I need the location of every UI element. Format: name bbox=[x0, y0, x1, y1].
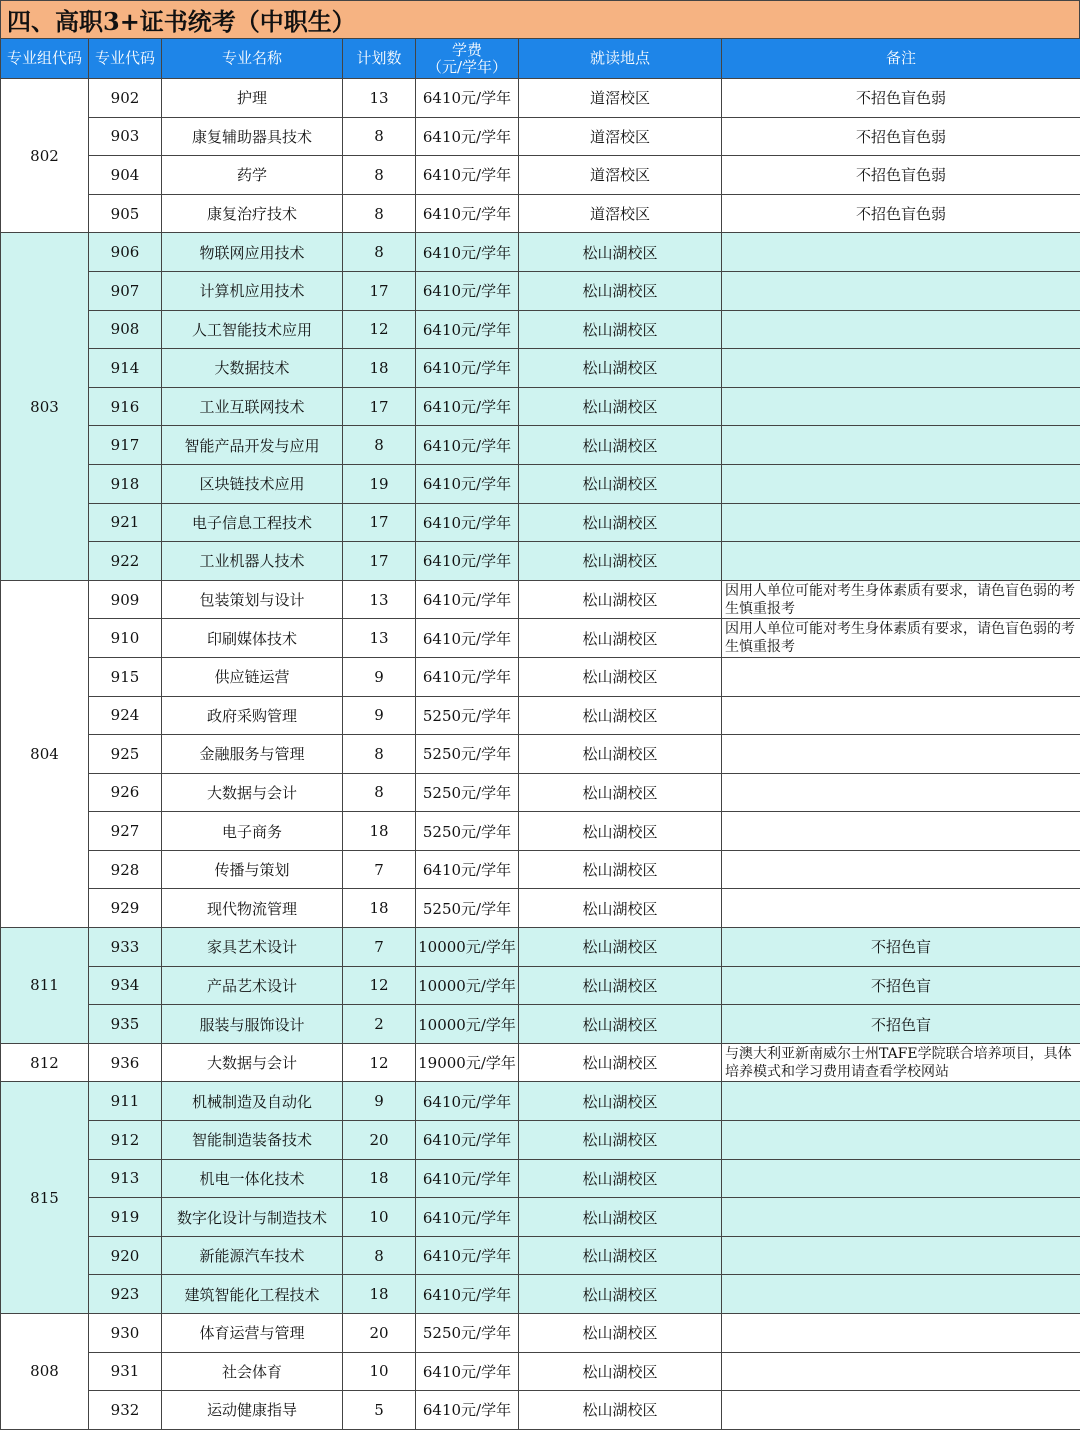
plan-cell: 13 bbox=[343, 619, 416, 658]
plan-cell: 13 bbox=[343, 79, 416, 118]
fee-cell: 6410元/学年 bbox=[416, 156, 519, 195]
fee-cell: 6410元/学年 bbox=[416, 1236, 519, 1275]
location-cell: 松山湖校区 bbox=[519, 773, 722, 812]
fee-cell: 6410元/学年 bbox=[416, 850, 519, 889]
major-code-cell: 910 bbox=[89, 619, 162, 658]
major-code-cell: 915 bbox=[89, 657, 162, 696]
remark-cell bbox=[722, 233, 1080, 272]
plan-cell: 8 bbox=[343, 156, 416, 195]
fee-cell: 6410元/学年 bbox=[416, 233, 519, 272]
major-code-cell: 902 bbox=[89, 79, 162, 118]
fee-cell: 6410元/学年 bbox=[416, 580, 519, 619]
col-header-plan: 计划数 bbox=[343, 39, 416, 79]
table-row bbox=[1, 1005, 1080, 1044]
location-cell: 松山湖校区 bbox=[519, 696, 722, 735]
major-name-cell: 智能产品开发与应用 bbox=[162, 426, 343, 465]
fee-cell: 5250元/学年 bbox=[416, 812, 519, 851]
location-cell: 松山湖校区 bbox=[519, 1005, 722, 1044]
major-name-cell: 金融服务与管理 bbox=[162, 735, 343, 774]
fee-cell: 6410元/学年 bbox=[416, 310, 519, 349]
remark-cell: 不招色盲色弱 bbox=[722, 194, 1080, 233]
fee-cell: 5250元/学年 bbox=[416, 773, 519, 812]
location-cell: 松山湖校区 bbox=[519, 1198, 722, 1237]
major-code-cell: 920 bbox=[89, 1236, 162, 1275]
major-code-cell: 918 bbox=[89, 464, 162, 503]
table-row bbox=[1, 1275, 1080, 1314]
group-code-cell: 815 bbox=[1, 1082, 89, 1314]
major-code-cell: 934 bbox=[89, 966, 162, 1005]
major-name-cell: 电子信息工程技术 bbox=[162, 503, 343, 542]
location-cell: 松山湖校区 bbox=[519, 1236, 722, 1275]
remark-cell bbox=[722, 812, 1080, 851]
major-code-cell: 928 bbox=[89, 850, 162, 889]
table-row bbox=[1, 696, 1080, 735]
table-row bbox=[1, 1391, 1080, 1430]
plan-cell: 8 bbox=[343, 233, 416, 272]
plan-cell: 2 bbox=[343, 1005, 416, 1044]
plan-cell: 9 bbox=[343, 657, 416, 696]
fee-cell: 10000元/学年 bbox=[416, 1005, 519, 1044]
remark-cell bbox=[722, 1159, 1080, 1198]
fee-cell: 6410元/学年 bbox=[416, 79, 519, 118]
major-code-cell: 905 bbox=[89, 194, 162, 233]
plan-cell: 12 bbox=[343, 966, 416, 1005]
plan-cell: 17 bbox=[343, 387, 416, 426]
location-cell: 松山湖校区 bbox=[519, 1121, 722, 1160]
major-code-cell: 913 bbox=[89, 1159, 162, 1198]
remark-cell: 不招色盲色弱 bbox=[722, 79, 1080, 118]
remark-cell bbox=[722, 1275, 1080, 1314]
major-code-cell: 904 bbox=[89, 156, 162, 195]
plan-cell: 8 bbox=[343, 426, 416, 465]
major-name-cell: 产品艺术设计 bbox=[162, 966, 343, 1005]
remark-cell bbox=[722, 850, 1080, 889]
remark-cell bbox=[722, 271, 1080, 310]
plan-cell: 9 bbox=[343, 696, 416, 735]
major-code-cell: 930 bbox=[89, 1314, 162, 1353]
major-name-cell: 体育运营与管理 bbox=[162, 1314, 343, 1353]
fee-cell: 6410元/学年 bbox=[416, 1121, 519, 1160]
table-row bbox=[1, 156, 1080, 195]
fee-cell: 6410元/学年 bbox=[416, 117, 519, 156]
major-code-cell: 903 bbox=[89, 117, 162, 156]
plan-cell: 5 bbox=[343, 1391, 416, 1430]
major-code-cell: 925 bbox=[89, 735, 162, 774]
fee-cell: 19000元/学年 bbox=[416, 1043, 519, 1082]
group-code-cell: 811 bbox=[1, 928, 89, 1044]
plan-cell: 20 bbox=[343, 1121, 416, 1160]
major-name-cell: 家具艺术设计 bbox=[162, 928, 343, 967]
col-header-remark: 备注 bbox=[722, 39, 1080, 79]
major-name-cell: 建筑智能化工程技术 bbox=[162, 1275, 343, 1314]
table-row bbox=[1, 79, 1080, 118]
table-row bbox=[1, 1314, 1080, 1353]
major-code-cell: 932 bbox=[89, 1391, 162, 1430]
remark-cell: 不招色盲 bbox=[722, 966, 1080, 1005]
table-body bbox=[1, 79, 1080, 1430]
plan-cell: 7 bbox=[343, 928, 416, 967]
remark-cell bbox=[722, 464, 1080, 503]
location-cell: 松山湖校区 bbox=[519, 233, 722, 272]
plan-cell: 9 bbox=[343, 1082, 416, 1121]
location-cell: 松山湖校区 bbox=[519, 542, 722, 581]
remark-cell bbox=[722, 1352, 1080, 1391]
major-name-cell: 工业机器人技术 bbox=[162, 542, 343, 581]
major-name-cell: 电子商务 bbox=[162, 812, 343, 851]
group-code-cell: 802 bbox=[1, 79, 89, 233]
table-row bbox=[1, 735, 1080, 774]
table-row bbox=[1, 1159, 1080, 1198]
table-row bbox=[1, 657, 1080, 696]
major-code-cell: 907 bbox=[89, 271, 162, 310]
fee-cell: 5250元/学年 bbox=[416, 735, 519, 774]
remark-cell bbox=[722, 387, 1080, 426]
fee-cell: 6410元/学年 bbox=[416, 1159, 519, 1198]
fee-cell: 6410元/学年 bbox=[416, 619, 519, 658]
plan-cell: 19 bbox=[343, 464, 416, 503]
table-row bbox=[1, 619, 1080, 658]
major-name-cell: 传播与策划 bbox=[162, 850, 343, 889]
remark-cell bbox=[722, 1121, 1080, 1160]
plan-cell: 17 bbox=[343, 271, 416, 310]
major-code-cell: 908 bbox=[89, 310, 162, 349]
plan-cell: 17 bbox=[343, 503, 416, 542]
major-name-cell: 计算机应用技术 bbox=[162, 271, 343, 310]
location-cell: 道滘校区 bbox=[519, 117, 722, 156]
table-row bbox=[1, 1043, 1080, 1082]
table-row bbox=[1, 1236, 1080, 1275]
table-row bbox=[1, 194, 1080, 233]
major-code-cell: 929 bbox=[89, 889, 162, 928]
major-name-cell: 区块链技术应用 bbox=[162, 464, 343, 503]
remark-cell bbox=[722, 1391, 1080, 1430]
location-cell: 松山湖校区 bbox=[519, 850, 722, 889]
table-row bbox=[1, 928, 1080, 967]
location-cell: 松山湖校区 bbox=[519, 966, 722, 1005]
table-row bbox=[1, 310, 1080, 349]
fee-cell: 10000元/学年 bbox=[416, 928, 519, 967]
remark-cell: 因用人单位可能对考生身体素质有要求，请色盲色弱的考生慎重报考 bbox=[722, 619, 1080, 658]
major-code-cell: 923 bbox=[89, 1275, 162, 1314]
fee-cell: 6410元/学年 bbox=[416, 657, 519, 696]
remark-cell bbox=[722, 773, 1080, 812]
remark-cell: 不招色盲色弱 bbox=[722, 117, 1080, 156]
location-cell: 松山湖校区 bbox=[519, 580, 722, 619]
remark-cell bbox=[722, 349, 1080, 388]
fee-cell: 5250元/学年 bbox=[416, 889, 519, 928]
location-cell: 道滘校区 bbox=[519, 194, 722, 233]
major-code-cell: 916 bbox=[89, 387, 162, 426]
major-name-cell: 数字化设计与制造技术 bbox=[162, 1198, 343, 1237]
remark-cell: 不招色盲色弱 bbox=[722, 156, 1080, 195]
table-row bbox=[1, 1352, 1080, 1391]
fee-cell: 10000元/学年 bbox=[416, 966, 519, 1005]
fee-cell: 6410元/学年 bbox=[416, 194, 519, 233]
fee-cell: 6410元/学年 bbox=[416, 1082, 519, 1121]
location-cell: 松山湖校区 bbox=[519, 1275, 722, 1314]
major-name-cell: 护理 bbox=[162, 79, 343, 118]
table-row bbox=[1, 1198, 1080, 1237]
location-cell: 松山湖校区 bbox=[519, 271, 722, 310]
plan-cell: 18 bbox=[343, 1159, 416, 1198]
table-row bbox=[1, 812, 1080, 851]
plan-cell: 18 bbox=[343, 349, 416, 388]
location-cell: 松山湖校区 bbox=[519, 619, 722, 658]
group-code-cell: 804 bbox=[1, 580, 89, 927]
col-header-group-code: 专业组代码 bbox=[1, 39, 89, 79]
location-cell: 松山湖校区 bbox=[519, 812, 722, 851]
col-header-major-name: 专业名称 bbox=[162, 39, 343, 79]
remark-cell: 因用人单位可能对考生身体素质有要求，请色盲色弱的考生慎重报考 bbox=[722, 580, 1080, 619]
major-code-cell: 917 bbox=[89, 426, 162, 465]
location-cell: 松山湖校区 bbox=[519, 889, 722, 928]
admissions-table bbox=[0, 38, 1080, 1430]
location-cell: 松山湖校区 bbox=[519, 464, 722, 503]
major-code-cell: 935 bbox=[89, 1005, 162, 1044]
major-name-cell: 运动健康指导 bbox=[162, 1391, 343, 1430]
location-cell: 松山湖校区 bbox=[519, 1082, 722, 1121]
remark-cell bbox=[722, 657, 1080, 696]
major-code-cell: 912 bbox=[89, 1121, 162, 1160]
major-name-cell: 智能制造装备技术 bbox=[162, 1121, 343, 1160]
plan-cell: 8 bbox=[343, 1236, 416, 1275]
fee-cell: 6410元/学年 bbox=[416, 464, 519, 503]
remark-cell bbox=[722, 696, 1080, 735]
major-name-cell: 包装策划与设计 bbox=[162, 580, 343, 619]
table-row bbox=[1, 1121, 1080, 1160]
remark-cell bbox=[722, 503, 1080, 542]
fee-cell: 6410元/学年 bbox=[416, 1198, 519, 1237]
major-code-cell: 933 bbox=[89, 928, 162, 967]
table-row bbox=[1, 580, 1080, 619]
location-cell: 松山湖校区 bbox=[519, 1159, 722, 1198]
plan-cell: 8 bbox=[343, 773, 416, 812]
plan-cell: 20 bbox=[343, 1314, 416, 1353]
major-code-cell: 924 bbox=[89, 696, 162, 735]
location-cell: 松山湖校区 bbox=[519, 657, 722, 696]
fee-cell: 6410元/学年 bbox=[416, 503, 519, 542]
major-code-cell: 931 bbox=[89, 1352, 162, 1391]
fee-cell: 6410元/学年 bbox=[416, 1275, 519, 1314]
fee-cell: 6410元/学年 bbox=[416, 426, 519, 465]
location-cell: 松山湖校区 bbox=[519, 1314, 722, 1353]
major-name-cell: 现代物流管理 bbox=[162, 889, 343, 928]
plan-cell: 12 bbox=[343, 1043, 416, 1082]
fee-cell: 5250元/学年 bbox=[416, 1314, 519, 1353]
plan-cell: 8 bbox=[343, 194, 416, 233]
location-cell: 松山湖校区 bbox=[519, 1043, 722, 1082]
table-row bbox=[1, 1082, 1080, 1121]
table-row bbox=[1, 387, 1080, 426]
fee-cell: 6410元/学年 bbox=[416, 1352, 519, 1391]
plan-cell: 18 bbox=[343, 1275, 416, 1314]
major-name-cell: 机电一体化技术 bbox=[162, 1159, 343, 1198]
table-row bbox=[1, 117, 1080, 156]
table-row bbox=[1, 271, 1080, 310]
location-cell: 松山湖校区 bbox=[519, 503, 722, 542]
remark-cell bbox=[722, 1314, 1080, 1353]
major-code-cell: 909 bbox=[89, 580, 162, 619]
group-code-cell: 812 bbox=[1, 1043, 89, 1082]
location-cell: 松山湖校区 bbox=[519, 928, 722, 967]
plan-cell: 8 bbox=[343, 117, 416, 156]
major-name-cell: 服装与服饰设计 bbox=[162, 1005, 343, 1044]
table-header bbox=[1, 39, 1080, 79]
group-code-cell: 803 bbox=[1, 233, 89, 580]
major-name-cell: 大数据与会计 bbox=[162, 1043, 343, 1082]
location-cell: 松山湖校区 bbox=[519, 1352, 722, 1391]
plan-cell: 12 bbox=[343, 310, 416, 349]
fee-cell: 6410元/学年 bbox=[416, 349, 519, 388]
remark-cell bbox=[722, 426, 1080, 465]
remark-cell bbox=[722, 542, 1080, 581]
major-name-cell: 机械制造及自动化 bbox=[162, 1082, 343, 1121]
major-name-cell: 供应链运营 bbox=[162, 657, 343, 696]
major-name-cell: 大数据与会计 bbox=[162, 773, 343, 812]
col-header-fee bbox=[416, 39, 519, 79]
major-name-cell: 物联网应用技术 bbox=[162, 233, 343, 272]
col-header-major-code: 专业代码 bbox=[89, 39, 162, 79]
plan-cell: 8 bbox=[343, 735, 416, 774]
remark-cell: 不招色盲 bbox=[722, 1005, 1080, 1044]
fee-cell: 6410元/学年 bbox=[416, 1391, 519, 1430]
remark-cell bbox=[722, 1236, 1080, 1275]
location-cell: 松山湖校区 bbox=[519, 735, 722, 774]
table-row bbox=[1, 966, 1080, 1005]
fee-cell: 6410元/学年 bbox=[416, 271, 519, 310]
plan-cell: 18 bbox=[343, 812, 416, 851]
fee-cell: 6410元/学年 bbox=[416, 387, 519, 426]
table-row bbox=[1, 773, 1080, 812]
major-name-cell: 印刷媒体技术 bbox=[162, 619, 343, 658]
major-name-cell: 大数据技术 bbox=[162, 349, 343, 388]
remark-cell bbox=[722, 1082, 1080, 1121]
page-title: 四、高职3+证书统考（中职生） bbox=[0, 0, 1080, 38]
major-code-cell: 919 bbox=[89, 1198, 162, 1237]
table-row bbox=[1, 233, 1080, 272]
remark-cell bbox=[722, 1198, 1080, 1237]
group-code-cell: 808 bbox=[1, 1314, 89, 1430]
plan-cell: 10 bbox=[343, 1352, 416, 1391]
remark-cell: 不招色盲 bbox=[722, 928, 1080, 967]
major-name-cell: 药学 bbox=[162, 156, 343, 195]
location-cell: 道滘校区 bbox=[519, 79, 722, 118]
col-header-fee-line1: 学费 bbox=[416, 42, 518, 59]
location-cell: 松山湖校区 bbox=[519, 310, 722, 349]
major-code-cell: 927 bbox=[89, 812, 162, 851]
plan-cell: 17 bbox=[343, 542, 416, 581]
major-code-cell: 906 bbox=[89, 233, 162, 272]
plan-cell: 13 bbox=[343, 580, 416, 619]
major-code-cell: 914 bbox=[89, 349, 162, 388]
fee-cell: 5250元/学年 bbox=[416, 696, 519, 735]
major-code-cell: 911 bbox=[89, 1082, 162, 1121]
table-row bbox=[1, 542, 1080, 581]
fee-cell: 6410元/学年 bbox=[416, 542, 519, 581]
major-name-cell: 人工智能技术应用 bbox=[162, 310, 343, 349]
location-cell: 松山湖校区 bbox=[519, 387, 722, 426]
plan-cell: 7 bbox=[343, 850, 416, 889]
major-name-cell: 康复辅助器具技术 bbox=[162, 117, 343, 156]
major-name-cell: 社会体育 bbox=[162, 1352, 343, 1391]
location-cell: 道滘校区 bbox=[519, 156, 722, 195]
remark-cell: 与澳大利亚新南威尔士州TAFE学院联合培养项目，具体培养模式和学习费用请查看学校网站 bbox=[722, 1043, 1080, 1082]
table-row bbox=[1, 349, 1080, 388]
major-name-cell: 工业互联网技术 bbox=[162, 387, 343, 426]
remark-cell bbox=[722, 310, 1080, 349]
col-header-location: 就读地点 bbox=[519, 39, 722, 79]
major-name-cell: 政府采购管理 bbox=[162, 696, 343, 735]
table-row bbox=[1, 889, 1080, 928]
plan-cell: 10 bbox=[343, 1198, 416, 1237]
major-name-cell: 新能源汽车技术 bbox=[162, 1236, 343, 1275]
plan-cell: 18 bbox=[343, 889, 416, 928]
location-cell: 松山湖校区 bbox=[519, 1391, 722, 1430]
remark-cell bbox=[722, 889, 1080, 928]
table-row bbox=[1, 464, 1080, 503]
table-row bbox=[1, 503, 1080, 542]
major-name-cell: 康复治疗技术 bbox=[162, 194, 343, 233]
location-cell: 松山湖校区 bbox=[519, 349, 722, 388]
major-code-cell: 936 bbox=[89, 1043, 162, 1082]
major-code-cell: 921 bbox=[89, 503, 162, 542]
remark-cell bbox=[722, 735, 1080, 774]
table-row bbox=[1, 850, 1080, 889]
location-cell: 松山湖校区 bbox=[519, 426, 722, 465]
major-code-cell: 922 bbox=[89, 542, 162, 581]
major-code-cell: 926 bbox=[89, 773, 162, 812]
table-row bbox=[1, 426, 1080, 465]
col-header-fee-line2: （元/学年） bbox=[416, 59, 518, 76]
